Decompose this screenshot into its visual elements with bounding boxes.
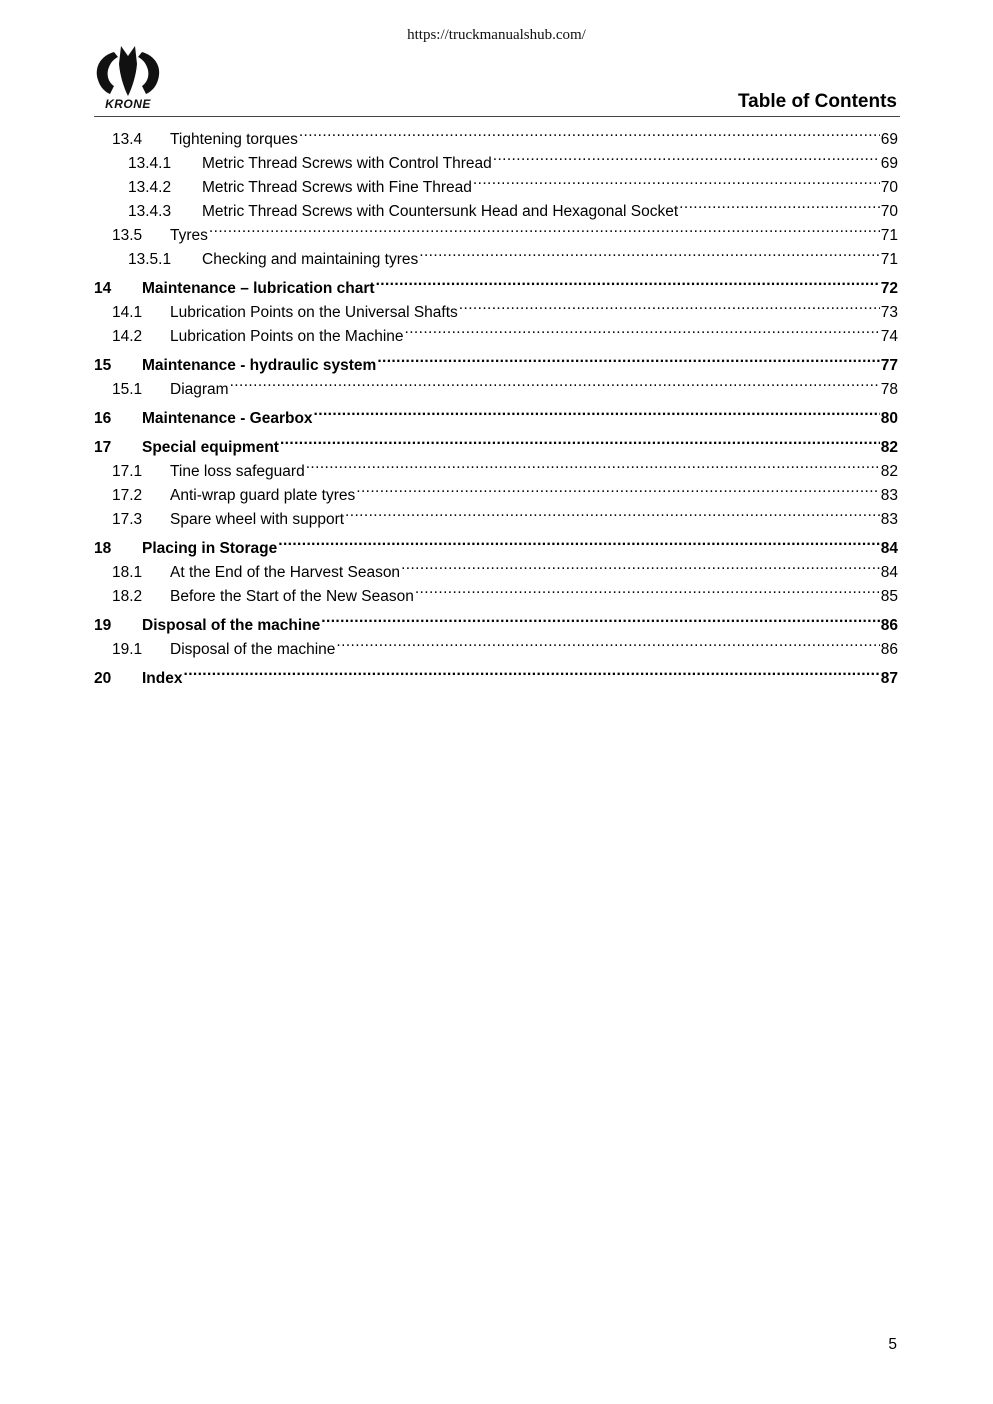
toc-entry-number: 14.2 bbox=[112, 328, 143, 345]
dot-leader bbox=[356, 476, 880, 500]
toc-entry-page: 77 bbox=[880, 357, 898, 374]
toc-entry-page: 71 bbox=[880, 251, 898, 268]
toc-entry-number: 17.2 bbox=[112, 487, 143, 504]
toc-entry-page: 69 bbox=[880, 155, 898, 172]
toc-entry-page: 69 bbox=[880, 131, 898, 148]
toc-entry[interactable] bbox=[94, 346, 898, 374]
toc-entry[interactable] bbox=[94, 529, 898, 557]
dot-leader bbox=[401, 553, 880, 577]
toc-entry-page: 74 bbox=[880, 328, 898, 345]
toc-entry[interactable] bbox=[94, 659, 898, 687]
toc-entry[interactable] bbox=[94, 240, 898, 268]
toc-entry-page: 83 bbox=[880, 511, 898, 528]
toc-entry-number: 20 bbox=[94, 670, 112, 687]
toc-entry-title: Before the Start of the New Season bbox=[170, 588, 414, 605]
toc-entry-number: 13.4 bbox=[112, 131, 143, 148]
toc-entry[interactable] bbox=[94, 120, 898, 148]
dot-leader bbox=[493, 144, 880, 168]
dot-leader bbox=[299, 120, 880, 144]
dot-leader bbox=[314, 399, 880, 423]
toc-entry-page: 82 bbox=[880, 463, 898, 480]
toc-entry-page: 87 bbox=[880, 670, 898, 687]
logo-wordmark: KRONE bbox=[105, 97, 151, 111]
toc-entry-title: Tightening torques bbox=[170, 131, 298, 148]
header-divider bbox=[94, 116, 900, 117]
toc-entry-number: 13.4.2 bbox=[128, 179, 172, 196]
toc-entry[interactable] bbox=[94, 399, 898, 427]
toc-entry-title: At the End of the Harvest Season bbox=[170, 564, 401, 581]
dot-leader bbox=[679, 192, 880, 216]
toc-entry-title: Anti-wrap guard plate tyres bbox=[170, 487, 356, 504]
toc-entry-number: 15 bbox=[94, 357, 112, 374]
toc-entry-number: 13.4.1 bbox=[128, 155, 172, 172]
toc-entry-title: Maintenance - Gearbox bbox=[142, 410, 313, 427]
toc-entry-title: Lubrication Points on the Universal Shafts bbox=[170, 304, 458, 321]
dot-leader bbox=[459, 293, 880, 317]
toc-entry-number: 14 bbox=[94, 280, 112, 297]
toc-entry-title: Spare wheel with support bbox=[170, 511, 345, 528]
toc-entry-page: 84 bbox=[880, 540, 898, 557]
dot-leader bbox=[209, 216, 880, 240]
toc-entry-number: 13.5.1 bbox=[128, 251, 172, 268]
dot-leader bbox=[278, 529, 880, 553]
toc-entry-title: Special equipment bbox=[142, 439, 279, 456]
toc-entry[interactable] bbox=[94, 606, 898, 634]
page-number: 5 bbox=[888, 1336, 897, 1353]
toc-entry-number: 19.1 bbox=[112, 641, 143, 658]
toc-entry-page: 86 bbox=[880, 617, 898, 634]
toc-entry-page: 80 bbox=[880, 410, 898, 427]
toc-entry-title: Maintenance – lubrication chart bbox=[142, 280, 375, 297]
dot-leader bbox=[321, 606, 879, 630]
toc-entry-number: 13.5 bbox=[112, 227, 143, 244]
toc-entry-number: 18.1 bbox=[112, 564, 143, 581]
toc-entry-title: Index bbox=[142, 670, 183, 687]
source-url: https://truckmanualshub.com/ bbox=[407, 27, 586, 43]
toc-entry-number: 14.1 bbox=[112, 304, 143, 321]
toc-entry-page: 70 bbox=[880, 179, 898, 196]
toc-entry-title: Placing in Storage bbox=[142, 540, 278, 557]
toc-entry-page: 86 bbox=[880, 641, 898, 658]
toc-entry-title: Metric Thread Screws with Control Thread bbox=[202, 155, 492, 172]
toc-entry[interactable] bbox=[94, 216, 898, 244]
toc-entry[interactable] bbox=[94, 269, 898, 297]
dot-leader bbox=[473, 168, 880, 192]
table-of-contents bbox=[94, 120, 898, 687]
toc-entry-page: 70 bbox=[880, 203, 898, 220]
toc-entry-title: Disposal of the machine bbox=[170, 641, 336, 658]
toc-entry-number: 17.3 bbox=[112, 511, 143, 528]
toc-entry-number: 19 bbox=[94, 617, 112, 634]
dot-leader bbox=[306, 452, 880, 476]
toc-entry-title: Tyres bbox=[170, 227, 208, 244]
krone-crown-icon bbox=[94, 44, 162, 100]
toc-entry-page: 82 bbox=[880, 439, 898, 456]
toc-entry-title: Lubrication Points on the Machine bbox=[170, 328, 404, 345]
toc-entry-page: 78 bbox=[880, 381, 898, 398]
toc-entry-page: 84 bbox=[880, 564, 898, 581]
dot-leader bbox=[280, 428, 880, 452]
toc-entry-title: Metric Thread Screws with Fine Thread bbox=[202, 179, 472, 196]
toc-entry-title: Disposal of the machine bbox=[142, 617, 321, 634]
toc-entry-page: 73 bbox=[880, 304, 898, 321]
toc-entry-number: 18 bbox=[94, 540, 112, 557]
dot-leader bbox=[377, 346, 879, 370]
toc-entry-title: Tine loss safeguard bbox=[170, 463, 305, 480]
toc-entry-title: Diagram bbox=[170, 381, 229, 398]
toc-entry-number: 16 bbox=[94, 410, 112, 427]
toc-entry-number: 13.4.3 bbox=[128, 203, 172, 220]
dot-leader bbox=[419, 240, 879, 264]
toc-entry-page: 72 bbox=[880, 280, 898, 297]
toc-entry[interactable] bbox=[94, 428, 898, 456]
toc-entry-number: 17 bbox=[94, 439, 112, 456]
dot-leader bbox=[376, 269, 880, 293]
dot-leader bbox=[336, 630, 879, 654]
toc-entry-page: 83 bbox=[880, 487, 898, 504]
toc-entry-number: 17.1 bbox=[112, 463, 143, 480]
toc-entry-title: Maintenance - hydraulic system bbox=[142, 357, 377, 374]
page-title: Table of Contents bbox=[737, 91, 897, 112]
toc-entry-number: 18.2 bbox=[112, 588, 143, 605]
dot-leader bbox=[183, 659, 879, 683]
toc-entry-title: Metric Thread Screws with Countersunk Head and Hexagonal Socket bbox=[202, 203, 679, 220]
dot-leader bbox=[405, 317, 880, 341]
toc-entry-number: 15.1 bbox=[112, 381, 143, 398]
dot-leader bbox=[415, 577, 880, 601]
krone-logo bbox=[94, 44, 162, 112]
toc-entry-title: Checking and maintaining tyres bbox=[202, 251, 419, 268]
dot-leader bbox=[345, 500, 880, 524]
toc-entry-page: 71 bbox=[880, 227, 898, 244]
dot-leader bbox=[230, 370, 880, 394]
toc-entry-page: 85 bbox=[880, 588, 898, 605]
